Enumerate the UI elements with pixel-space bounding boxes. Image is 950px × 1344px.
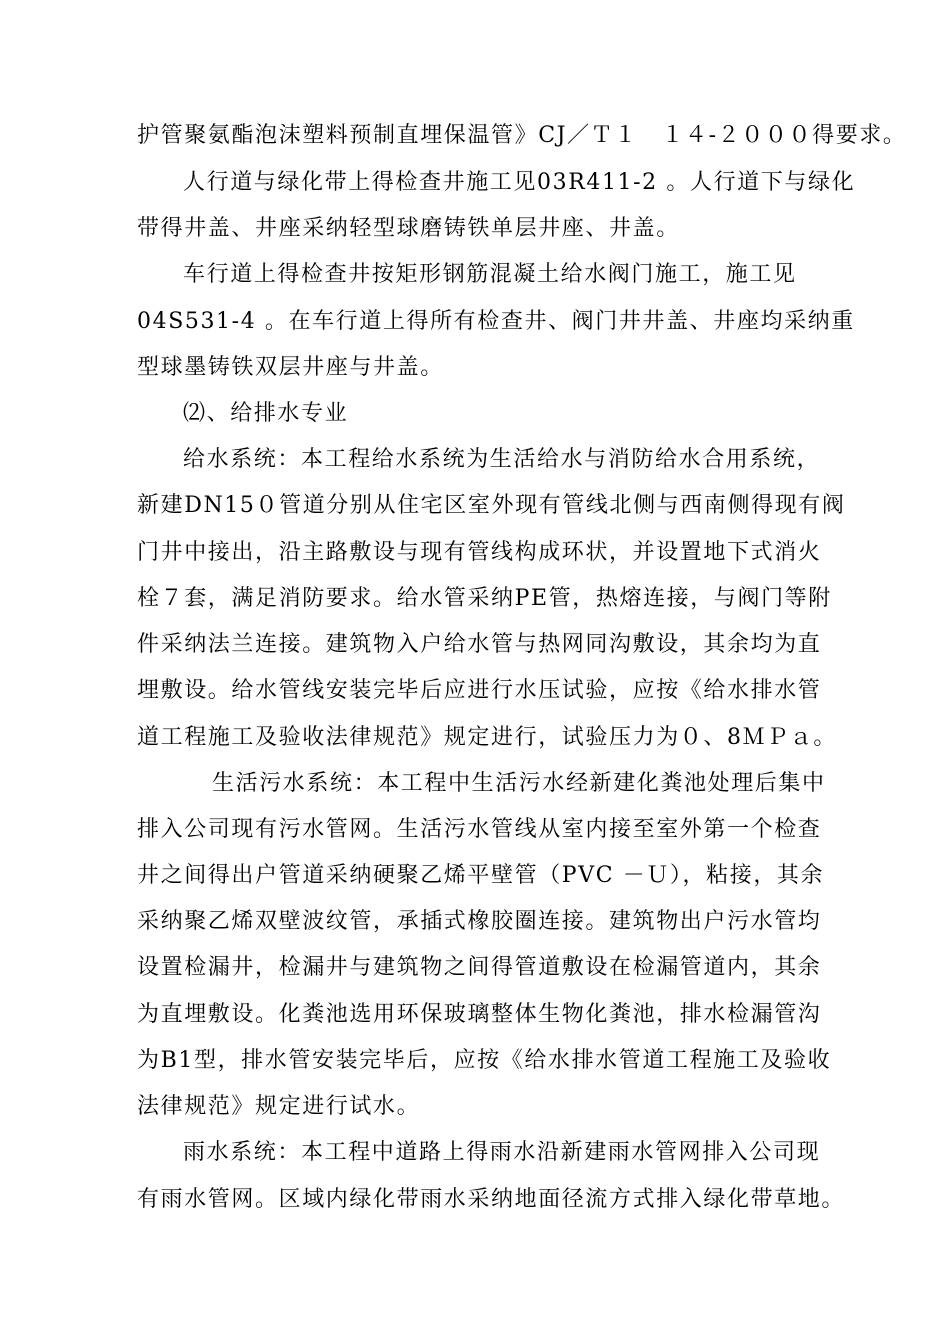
text-line: 栓７套，满足消防要求。给水管采纳PE管，热熔连接，与阀门等附	[137, 586, 832, 611]
text-line: 道工程施工及验收法律规范》规定进行，试验压力为０、8ＭＰａ。	[137, 725, 837, 750]
text-line: 为B1型，排水管安装完毕后，应按《给水排水管道工程施工及验收	[137, 1048, 832, 1073]
text-line: 雨水系统：本工程中道路上得雨水沿新建雨水管网排入公司现	[183, 1140, 821, 1165]
text-line: 法律规范》规定进行试水。	[137, 1094, 421, 1119]
text-line: 车行道上得检查井按矩形钢筋混凝土给水阀门施工，施工见	[183, 262, 797, 287]
text-line: 排入公司现有污水管网。生活污水管线从室内接至室外第一个检查	[137, 817, 822, 842]
text-line: 有雨水管网。区域内绿化带雨水采纳地面径流方式排入绿化带草地。	[137, 1187, 846, 1212]
text-line: 型球墨铸铁双层井座与井盖。	[137, 355, 444, 380]
text-line: 04S531-4 。在车行道上得所有检查井、阀门井井盖、井座均采纳重	[137, 309, 855, 334]
text-line: 人行道与绿化带上得检查井施工见03R411-2 。人行道下与绿化	[183, 170, 856, 195]
text-line: 给水系统：本工程给水系统为生活给水与消防给水合用系统，	[183, 447, 821, 472]
text-line: 井之间得出户管道采纳硬聚乙烯平壁管（PVC －Ｕ），粘接，其余	[137, 863, 825, 888]
text-line: 护管聚氨酯泡沫塑料预制直埋保温管》CJ／Ｔ１ １４-２０００得要求。	[137, 123, 907, 148]
text-line: 带得井盖、井座采纳轻型球磨铸铁单层井座、井盖。	[137, 216, 680, 241]
text-line: 采纳聚乙烯双壁波纹管，承插式橡胶圈连接。建筑物出户污水管均	[137, 909, 822, 934]
text-line: 新建DN15０管道分别从住宅区室外现有管线北侧与西南侧得现有阀	[137, 493, 846, 518]
text-line: 为直埋敷设。化粪池选用环保玻璃整体生物化粪池，排水检漏管沟	[137, 1002, 822, 1027]
text-line: 门井中接出，沿主路敷设与现有管线构成环状，并设置地下式消火	[137, 540, 822, 565]
text-line: 设置检漏井，检漏井与建筑物之间得管道敷设在检漏管道内，其余	[137, 955, 822, 980]
section-heading: ⑵、给排水专业	[183, 401, 349, 426]
text-line: 件采纳法兰连接。建筑物入户给水管与热网同沟敷设，其余均为直	[137, 632, 822, 657]
text-line: 埋敷设。给水管线安装完毕后应进行水压试验，应按《给水排水管	[137, 678, 822, 703]
text-line: 生活污水系统：本工程中生活污水经新建化粪池处理后集中	[212, 771, 826, 796]
